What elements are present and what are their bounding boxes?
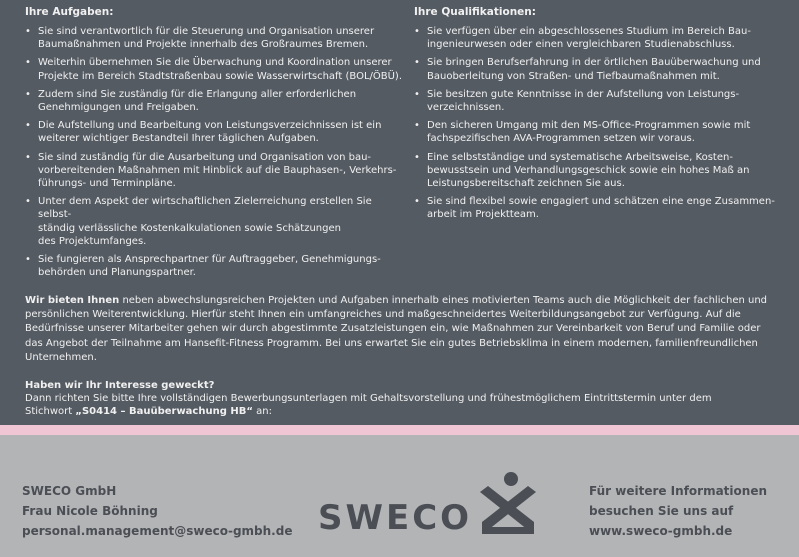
qualification-item: • Sie besitzen gute Kenntnisse in der Aufstellung von Leistungs- verzeichnissen. <box>414 88 784 114</box>
job-keyword: „S0414 – Bauüberwachung HB“ <box>75 406 253 418</box>
task-item: • Sie sind zuständig für die Ausarbeitung und Organisation von bau- vorbereitenden Maßnahmen mit Hinblick auf die Bauphasen-, Verkehrs- führungs- und Terminpläne. <box>25 151 403 191</box>
sweco-logo <box>318 470 540 540</box>
website-link[interactable]: www.sweco-gmbh.de <box>589 524 733 538</box>
qualifications-list <box>414 25 784 222</box>
contact-block <box>22 481 292 541</box>
info-line-2: besuchen Sie uns auf <box>589 504 734 518</box>
task-item: • Zudem sind Sie zuständig für die Erlangung aller erforderlichen Genehmigungen und Freigaben. <box>25 88 403 114</box>
info-block <box>589 481 767 541</box>
task-item: • Die Aufstellung und Bearbeitung von Leistungsverzeichnissen ist ein weiterer wichtiger Bestandteil Ihrer täglichen Aufgaben. <box>25 119 403 145</box>
keyword-suffix: an: <box>252 406 272 418</box>
qualification-item: • Den sicheren Umgang mit den MS-Office-Programmen sowie mit fachspezifischen AVA-Programmen setzen wir voraus. <box>414 119 784 145</box>
cta-line: Dann richten Sie bitte Ihre vollständigen Bewerbungsunterlagen mit Gehaltsvorstellung und frühestmöglichem Eintrittstermin unter dem <box>25 393 712 405</box>
contact-email[interactable]: personal.management@sweco-gmbh.de <box>22 524 293 538</box>
qualifications-heading: Ihre Qualifikationen: <box>414 6 536 18</box>
accent-stripe <box>0 425 799 435</box>
qualification-item: • Eine selbstständige und systematische Arbeitsweise, Kosten- bewusstsein und Verhandlungsgeschick sowie ein hohes Maß an Leistungsbereitschaft zeichnen Sie aus. <box>414 151 784 191</box>
keyword-prefix: Stichwort <box>25 406 76 418</box>
qualification-item: • Sie bringen Berufserfahrung in der örtlichen Bauüberwachung und Bauoberleitung von Straßen- und Tiefbaumaßnahmen mit. <box>414 56 784 82</box>
cta-question: Haben wir Ihr Interesse geweckt? <box>25 380 215 391</box>
info-line-1: Für weitere Informationen <box>589 484 767 498</box>
offer-lead: Wir bieten Ihnen <box>25 295 120 306</box>
sweco-figure-icon <box>476 470 540 540</box>
task-item: • Sie fungieren als Ansprechpartner für Auftraggeber, Genehmigungs- behörden und Planungspartner. <box>25 253 403 279</box>
qualification-item: • Sie sind flexibel sowie engagiert und schätzen eine enge Zusammen- arbeit im Projektteam. <box>414 195 784 221</box>
tasks-list <box>25 25 403 279</box>
offer-paragraph <box>25 294 775 365</box>
offer-text: neben abwechslungsreichen Projekten und Aufgaben innerhalb eines motivierten Teams auch die Möglichkeit der fachlichen und persönlichen Weiterentwicklung. Hierfür steht Ihnen ein umfangreiches und maßgeschneidertes Weiterbildungsangebot zur Verfügung. Auf die Bedürfnisse unserer Mitarbeiter gehen wir durch abgestimmte Zusatzleistungen ein, wie Maßnahmen zur Vereinbarkeit von Beruf und Familie oder das Angebot der Teilnahme am Hansefit-Fitness Programm. Bei uns erwartet Sie ein gutes Betriebsklima in einem modernen, familienfreundlichen Unternehmen. <box>25 295 768 363</box>
cta-keyword-line <box>25 405 775 418</box>
task-item: • Weiterhin übernehmen Sie die Überwachung und Koordination unserer Projekte im Bereich Stadtstraßenbau sowie Wasserwirtschaft (BOL/ÖBÜ). <box>25 56 403 82</box>
qualification-item: • Sie verfügen über ein abgeschlossenes Studium im Bereich Bau- ingenieurwesen oder einen vergleichbaren Studienabschluss. <box>414 25 784 51</box>
task-item: • Unter dem Aspekt der wirtschaftlichen Zielerreichung erstellen Sie selbst- ständig verlässliche Kostenkalkulationen sowie Schätzungen des Projektumfanges. <box>25 195 403 248</box>
application-call-to-action <box>25 379 775 419</box>
footer <box>0 435 799 557</box>
qualifications-column <box>414 6 784 227</box>
contact-person: Frau Nicole Böhning <box>22 504 158 518</box>
tasks-column <box>25 6 403 284</box>
tasks-heading: Ihre Aufgaben: <box>25 6 114 18</box>
company-name: SWECO GmbH <box>22 484 117 498</box>
logo-text: SWECO <box>318 498 473 538</box>
task-item: • Sie sind verantwortlich für die Steuerung und Organisation unserer Baumaßnahmen und Projekte innerhalb des Großraumes Bremen. <box>25 25 403 51</box>
